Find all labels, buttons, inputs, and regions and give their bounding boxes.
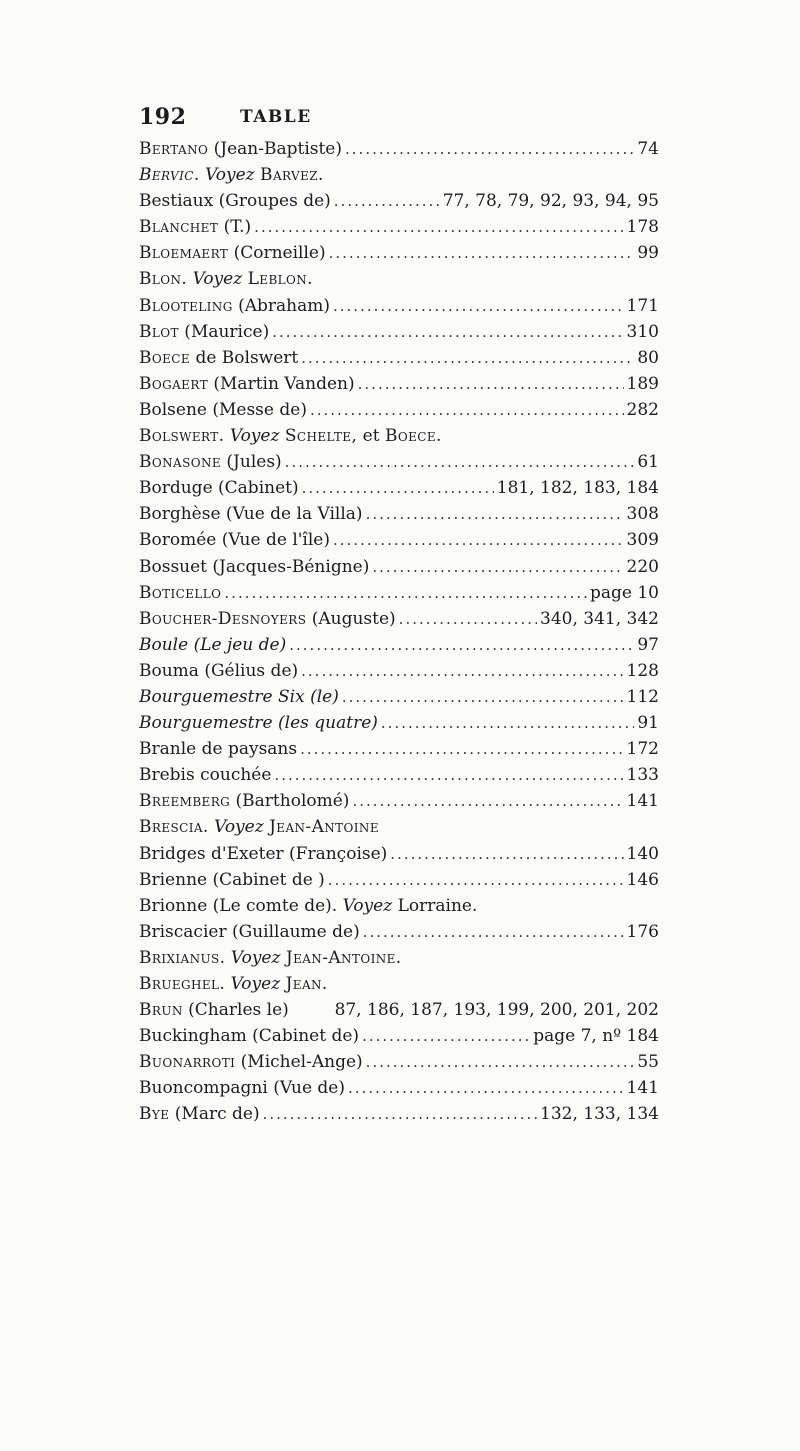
entry-name: Bolsene (Messe de)	[139, 399, 307, 420]
entry-name: Boece	[139, 347, 191, 368]
index-entry	[139, 841, 659, 867]
index-entry	[139, 136, 659, 162]
entry-pages: 282	[626, 399, 659, 420]
index-entry	[139, 188, 659, 214]
reference-target: Boece.	[384, 426, 442, 447]
entry-pages: 178	[626, 217, 659, 238]
entry-name: Boucher-Desnoyers	[139, 608, 307, 629]
see-reference: Voyez	[230, 974, 281, 994]
entry-detail: (Jules)	[221, 452, 282, 473]
dot-leader	[310, 397, 624, 423]
entry-detail: de Bolswert	[190, 347, 299, 368]
entry-name: Brixianus.	[139, 947, 226, 968]
entry-pages: 61	[637, 452, 659, 473]
reference-target: Jean.	[285, 974, 328, 994]
index-entry	[139, 475, 659, 501]
entry-name: Bertano	[139, 139, 209, 159]
entry-pages: 55	[637, 1052, 659, 1073]
entry-name: Borghèse (Vue de la Villa)	[139, 504, 363, 525]
entry-detail: (T.)	[218, 217, 252, 238]
dot-leader	[302, 475, 494, 501]
entry-name: Buonarroti	[139, 1052, 236, 1073]
entry-pages: 91	[637, 713, 659, 734]
entry-pages: 132, 133, 134	[540, 1104, 659, 1125]
entry-detail: (Maurice)	[178, 321, 270, 342]
index-entries	[139, 136, 659, 1128]
index-entry	[139, 632, 659, 658]
index-entry	[139, 214, 659, 240]
entry-name: Breemberg	[139, 791, 231, 812]
index-entry	[139, 554, 659, 580]
reference-target: Barvez.	[260, 165, 324, 186]
dot-leader	[289, 632, 634, 658]
index-entry	[139, 658, 659, 684]
entry-name: Briscacier (Guillaume de)	[139, 921, 360, 942]
entry-pages: 309	[626, 530, 659, 551]
entry-pages: 146	[626, 869, 659, 890]
index-entry	[139, 606, 659, 632]
index-entry	[139, 397, 659, 423]
index-entry	[139, 893, 659, 919]
dot-leader	[390, 841, 623, 867]
dot-leader	[348, 1075, 624, 1101]
index-entry	[139, 527, 659, 553]
dot-leader	[263, 1101, 537, 1127]
entry-detail: (Martin Vanden)	[207, 373, 355, 394]
entry-detail: (le)	[304, 686, 339, 707]
entry-name: Boule	[139, 634, 189, 655]
entry-name: Buoncompagni (Vue de)	[139, 1078, 346, 1099]
entry-detail: (Le jeu de)	[188, 634, 287, 655]
entry-name: Brueghel.	[139, 974, 226, 994]
entry-name: Bolswert.	[139, 426, 225, 447]
index-entry	[139, 945, 659, 971]
entry-pages: 141	[626, 791, 659, 812]
dot-leader	[301, 345, 634, 371]
entry-name: Branle de paysans	[139, 739, 298, 760]
entry-name: Bourguemestre	[139, 713, 273, 734]
dot-leader	[333, 293, 624, 319]
entry-detail: (Abraham)	[232, 295, 330, 316]
entry-pages: 99	[637, 243, 659, 264]
dot-leader	[328, 867, 624, 893]
entry-pages: page 10	[590, 582, 659, 603]
entry-name: Boromée (Vue de l'île)	[139, 530, 330, 551]
entry-detail: (Auguste)	[306, 608, 396, 629]
index-entry	[139, 919, 659, 945]
entry-detail: (Charles le)	[182, 1000, 289, 1021]
entry-pages: page 7, nº 184	[533, 1026, 659, 1047]
index-entry	[139, 345, 659, 371]
reference-target: Schelte,	[284, 426, 358, 447]
dot-leader	[300, 736, 623, 762]
index-entry	[139, 788, 659, 814]
entry-name: Bervic.	[139, 165, 200, 186]
reference-target: Lorraine.	[397, 895, 478, 916]
index-entry	[139, 867, 659, 893]
index-entry	[139, 266, 659, 292]
entry-pages: 141	[626, 1078, 659, 1099]
index-entry	[139, 1101, 659, 1127]
dot-leader	[224, 580, 587, 606]
reference-target: Jean-Antoine	[269, 817, 379, 838]
index-entry	[139, 997, 659, 1023]
entry-name: Buckingham (Cabinet de)	[139, 1026, 360, 1047]
entry-pages: 171	[626, 295, 659, 316]
entry-name: Brebis couchée	[139, 765, 272, 786]
entry-pages: 97	[637, 634, 659, 655]
entry-pages: 80	[637, 347, 659, 368]
entry-name: Brienne (Cabinet de )	[139, 869, 325, 890]
reference-conjunction: et	[357, 426, 385, 447]
entry-name: Bogaert	[139, 373, 208, 394]
see-reference: Voyez	[342, 895, 393, 916]
index-entry	[139, 1049, 659, 1075]
entry-name: Bouma (Gélius de)	[139, 660, 299, 681]
entry-pages: 87, 186, 187, 193, 199, 200, 201, 202	[334, 1000, 659, 1021]
page-header	[139, 104, 659, 134]
entry-name: Blooteling	[139, 295, 233, 316]
entry-pages: 128	[626, 660, 659, 681]
entry-pages: 189	[626, 373, 659, 394]
entry-pages: 176	[626, 921, 659, 942]
see-reference: Voyez	[230, 947, 281, 968]
entry-detail: (Michel-Ange)	[235, 1052, 363, 1073]
entry-pages: 308	[626, 504, 659, 525]
dot-leader	[362, 1023, 530, 1049]
entry-pages: 172	[626, 739, 659, 760]
entry-name: Boticello	[139, 582, 222, 603]
entry-pages: 140	[626, 843, 659, 864]
index-entry	[139, 710, 659, 736]
dot-leader	[399, 606, 537, 632]
entry-pages: 181, 182, 183, 184	[496, 478, 659, 499]
index-entry	[139, 971, 659, 997]
index-entry	[139, 449, 659, 475]
dot-leader	[366, 1049, 635, 1075]
see-reference: Voyez	[229, 426, 280, 447]
entry-name: Brionne (Le comte de).	[139, 895, 338, 916]
entry-pages: 340, 341, 342	[540, 608, 659, 629]
entry-detail: (Bartholomé)	[230, 791, 350, 812]
index-entry	[139, 371, 659, 397]
index-entry	[139, 162, 659, 188]
dot-leader	[334, 188, 440, 214]
dot-leader	[358, 371, 624, 397]
dot-leader	[345, 136, 634, 162]
index-entry	[139, 736, 659, 762]
entry-name: Bourguemestre Six	[139, 686, 305, 707]
dot-leader	[274, 762, 623, 788]
entry-pages: 133	[626, 765, 659, 786]
entry-detail: (Jean-Baptiste)	[208, 139, 343, 159]
index-entry	[139, 580, 659, 606]
dot-leader	[333, 527, 624, 553]
entry-pages: 310	[626, 321, 659, 342]
entry-detail: (Corneille)	[228, 243, 326, 264]
index-entry	[139, 1075, 659, 1101]
reference-target: Leblon.	[247, 269, 313, 290]
see-reference: Voyez	[192, 269, 243, 290]
entry-name: Blanchet	[139, 217, 219, 238]
page-number: 192	[139, 104, 187, 130]
entry-name: Bloemaert	[139, 243, 229, 264]
entry-name: Brescia.	[139, 817, 209, 838]
index-entry	[139, 501, 659, 527]
dot-leader	[254, 214, 623, 240]
index-entry	[139, 423, 659, 449]
entry-detail: (Marc de)	[169, 1104, 260, 1125]
index-entry	[139, 1023, 659, 1049]
index-entry	[139, 319, 659, 345]
entry-pages: 74	[637, 139, 659, 159]
dot-leader	[363, 919, 624, 945]
entry-pages: 77, 78, 79, 92, 93, 94, 95	[442, 191, 659, 212]
see-reference: Voyez	[205, 165, 255, 186]
entry-name: Bonasone	[139, 452, 222, 473]
index-entry	[139, 814, 659, 840]
index-entry	[139, 293, 659, 319]
entry-name: Bestiaux (Groupes de)	[139, 191, 331, 212]
entry-name: Bossuet (Jacques-Bénigne)	[139, 556, 370, 577]
entry-name: Brun	[139, 1000, 183, 1021]
entry-name: Bridges d'Exeter (Françoise)	[139, 843, 388, 864]
index-entry	[139, 240, 659, 266]
index-entry	[139, 684, 659, 710]
dot-leader	[301, 658, 623, 684]
index-entry	[139, 762, 659, 788]
dot-leader	[329, 240, 635, 266]
dot-leader	[272, 319, 623, 345]
entry-detail: (les quatre)	[272, 713, 378, 734]
entry-pages: 112	[626, 686, 659, 707]
entry-name: Borduge (Cabinet)	[139, 478, 299, 499]
dot-leader	[372, 554, 623, 580]
dot-leader	[342, 684, 624, 710]
dot-leader	[352, 788, 623, 814]
dot-leader	[366, 501, 624, 527]
entry-pages: 220	[626, 556, 659, 577]
entry-name: Blon.	[139, 269, 188, 290]
entry-name: Bye	[139, 1104, 170, 1125]
dot-leader	[285, 449, 635, 475]
dot-leader	[381, 710, 634, 736]
running-title: TABLE	[240, 107, 312, 127]
entry-name: Blot	[139, 321, 179, 342]
reference-target: Jean-Antoine.	[285, 947, 402, 968]
see-reference: Voyez	[214, 817, 264, 838]
